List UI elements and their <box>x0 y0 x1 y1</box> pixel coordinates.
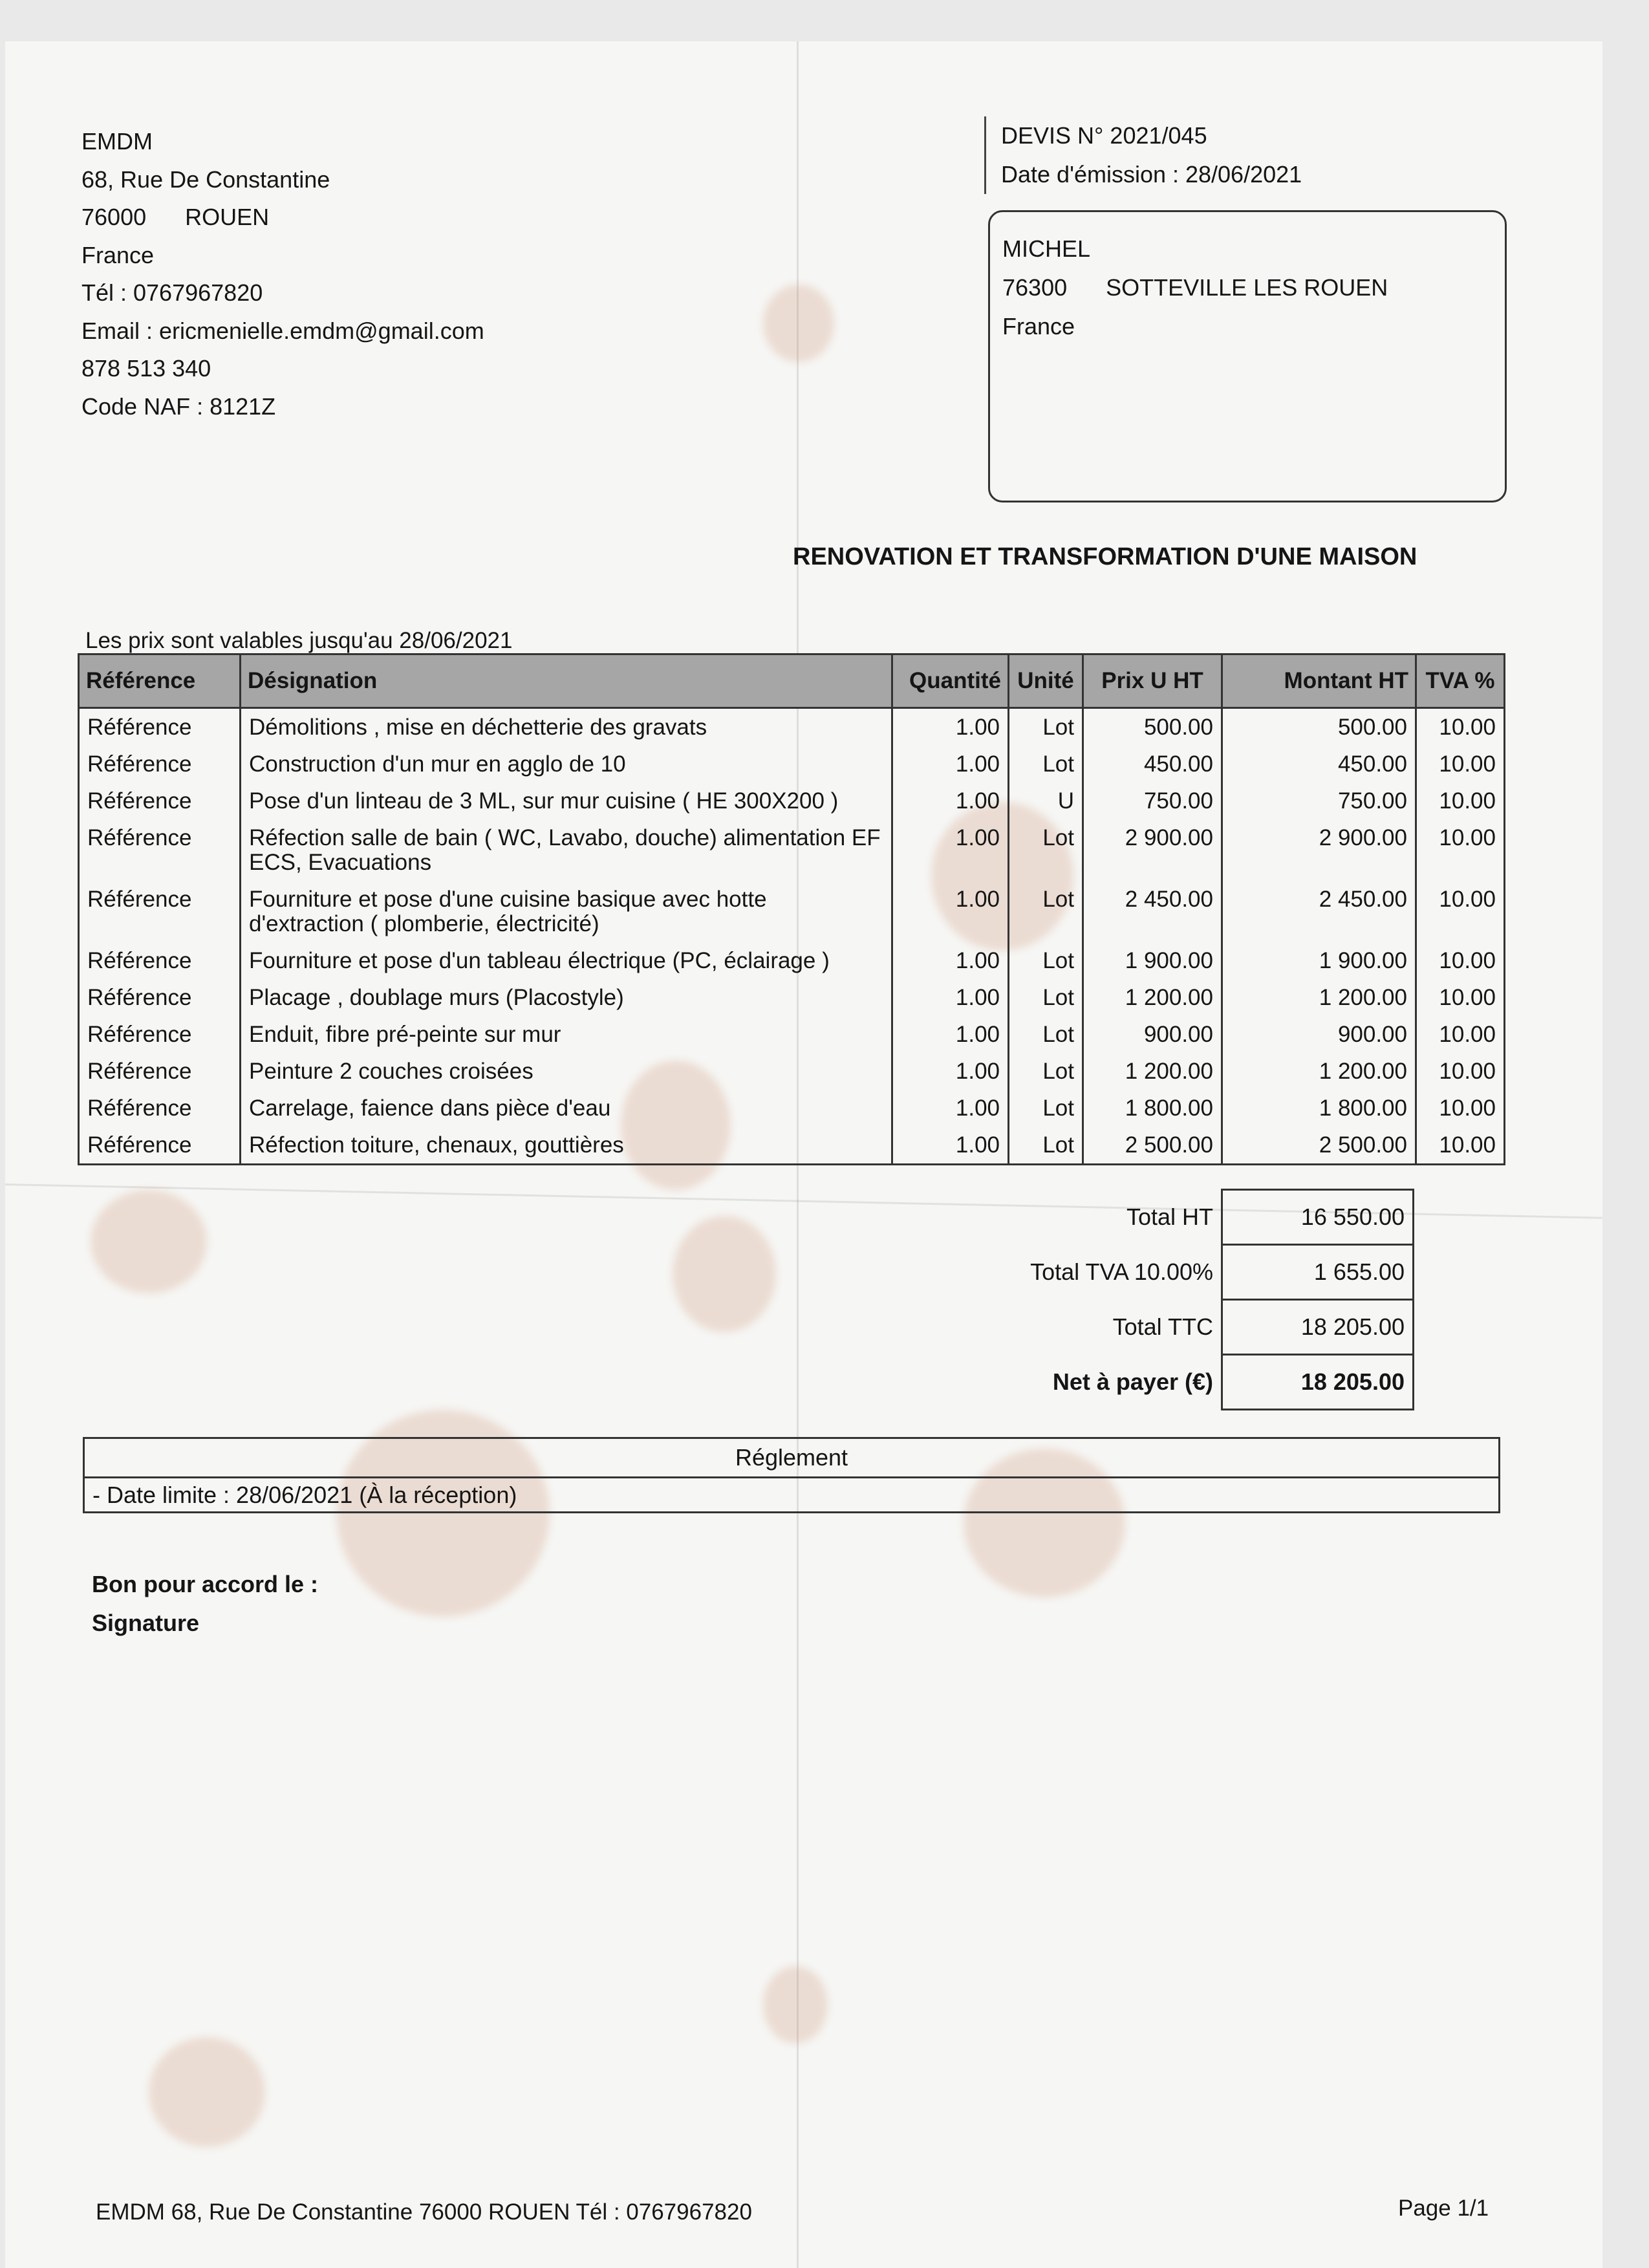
cell-quantite: 1.00 <box>892 979 1009 1016</box>
cell-prix-u-ht: 1 200.00 <box>1083 979 1222 1016</box>
cell-reference: Référence <box>79 708 241 746</box>
table-row <box>79 1016 1505 1053</box>
table-header-row <box>79 654 1505 708</box>
total-ttc-value: 18 205.00 <box>1222 1300 1414 1355</box>
page-number: Page 1/1 <box>1398 2196 1489 2221</box>
cell-reference: Référence <box>79 783 241 819</box>
total-ht-value: 16 550.00 <box>1222 1190 1414 1245</box>
company-postcode-city: 76000 ROUEN <box>81 204 270 230</box>
cell-montant-ht: 900.00 <box>1222 1016 1416 1053</box>
total-ht-label: Total HT <box>1126 1204 1213 1230</box>
cell-unite: Lot <box>1009 1127 1083 1165</box>
col-header-reference: Référence <box>79 654 241 708</box>
devis-divider <box>984 116 986 194</box>
cell-tva: 10.00 <box>1416 1016 1505 1053</box>
cell-designation: Enduit, fibre pré-peinte sur mur <box>241 1016 892 1053</box>
table-row <box>79 979 1505 1016</box>
cell-designation: Pose d'un linteau de 3 ML, sur mur cuisine ( HE 300X200 ) <box>241 783 892 819</box>
cell-montant-ht: 2 500.00 <box>1222 1127 1416 1165</box>
cell-reference: Référence <box>79 942 241 979</box>
company-name: EMDM <box>81 128 153 155</box>
devis-date: Date d'émission : 28/06/2021 <box>1001 161 1302 188</box>
cell-montant-ht: 2 900.00 <box>1222 819 1416 881</box>
cell-designation: Peinture 2 couches croisées <box>241 1053 892 1090</box>
company-naf: Code NAF : 8121Z <box>81 393 276 420</box>
client-block <box>1002 230 1388 346</box>
company-phone: Tél : 0767967820 <box>81 279 263 306</box>
cell-reference: Référence <box>79 881 241 942</box>
cell-reference: Référence <box>79 1090 241 1127</box>
total-tva-row <box>970 1245 1414 1300</box>
cell-unite: Lot <box>1009 1016 1083 1053</box>
table-row <box>79 1053 1505 1090</box>
col-header-tva: TVA % <box>1416 654 1505 708</box>
cell-prix-u-ht: 900.00 <box>1083 1016 1222 1053</box>
col-header-quantite: Quantité <box>892 654 1009 708</box>
cell-quantite: 1.00 <box>892 746 1009 783</box>
stain <box>763 285 834 362</box>
cell-quantite: 1.00 <box>892 1127 1009 1165</box>
cell-montant-ht: 1 200.00 <box>1222 1053 1416 1090</box>
cell-quantite: 1.00 <box>892 1053 1009 1090</box>
table-row <box>79 1127 1505 1165</box>
net-a-payer-row <box>970 1355 1414 1410</box>
col-header-prix-u-ht: Prix U HT <box>1083 654 1222 708</box>
validity-note: Les prix sont valables jusqu'au 28/06/2021 <box>85 628 513 653</box>
cell-tva: 10.00 <box>1416 708 1505 746</box>
cell-tva: 10.00 <box>1416 881 1505 942</box>
cell-designation: Construction d'un mur en agglo de 10 <box>241 746 892 783</box>
cell-prix-u-ht: 2 500.00 <box>1083 1127 1222 1165</box>
cell-designation: Réfection salle de bain ( WC, Lavabo, douche) alimentation EF ECS, Evacuations <box>241 819 892 881</box>
col-header-montant-ht: Montant HT <box>1222 654 1416 708</box>
col-header-designation: Désignation <box>241 654 892 708</box>
cell-montant-ht: 450.00 <box>1222 746 1416 783</box>
cell-tva: 10.00 <box>1416 783 1505 819</box>
devis-number: DEVIS N° 2021/045 <box>1001 122 1207 149</box>
cell-prix-u-ht: 750.00 <box>1083 783 1222 819</box>
cell-reference: Référence <box>79 1127 241 1165</box>
cell-unite: Lot <box>1009 881 1083 942</box>
table-row <box>79 881 1505 942</box>
cell-montant-ht: 1 200.00 <box>1222 979 1416 1016</box>
cell-montant-ht: 1 800.00 <box>1222 1090 1416 1127</box>
cell-tva: 10.00 <box>1416 942 1505 979</box>
cell-reference: Référence <box>79 819 241 881</box>
total-ttc-label: Total TTC <box>1112 1313 1213 1340</box>
table-row <box>79 783 1505 819</box>
footer-address: EMDM 68, Rue De Constantine 76000 ROUEN Tél : 0767967820 <box>96 2199 752 2225</box>
net-a-payer-value: 18 205.00 <box>1222 1355 1414 1410</box>
cell-quantite: 1.00 <box>892 708 1009 746</box>
stain <box>673 1216 776 1332</box>
cell-designation: Réfection toiture, chenaux, gouttières <box>241 1127 892 1165</box>
company-block <box>81 123 484 426</box>
client-postcode-city: 76300 SOTTEVILLE LES ROUEN <box>1002 274 1388 301</box>
table-row <box>79 819 1505 881</box>
items-table <box>78 653 1505 1165</box>
cell-reference: Référence <box>79 1053 241 1090</box>
devis-block <box>1001 116 1302 194</box>
reglement-box <box>83 1437 1500 1513</box>
cell-unite: U <box>1009 783 1083 819</box>
cell-designation: Fourniture et pose d'une cuisine basique avec hotte d'extraction ( plomberie, électricité) <box>241 881 892 942</box>
cell-montant-ht: 1 900.00 <box>1222 942 1416 979</box>
table-row <box>79 708 1505 746</box>
cell-unite: Lot <box>1009 746 1083 783</box>
stain <box>763 1966 828 2044</box>
cell-prix-u-ht: 2 900.00 <box>1083 819 1222 881</box>
cell-tva: 10.00 <box>1416 1090 1505 1127</box>
totals-table <box>970 1189 1414 1410</box>
cell-reference: Référence <box>79 746 241 783</box>
cell-prix-u-ht: 450.00 <box>1083 746 1222 783</box>
company-email: Email : ericmenielle.emdm@gmail.com <box>81 317 484 344</box>
client-country: France <box>1002 313 1075 340</box>
cell-quantite: 1.00 <box>892 783 1009 819</box>
cell-montant-ht: 750.00 <box>1222 783 1416 819</box>
client-name: MICHEL <box>1002 235 1091 262</box>
cell-montant-ht: 2 450.00 <box>1222 881 1416 942</box>
cell-montant-ht: 500.00 <box>1222 708 1416 746</box>
cell-quantite: 1.00 <box>892 1090 1009 1127</box>
cell-designation: Carrelage, faience dans pièce d'eau <box>241 1090 892 1127</box>
cell-designation: Fourniture et pose d'un tableau électrique (PC, éclairage ) <box>241 942 892 979</box>
table-row <box>79 746 1505 783</box>
total-tva-label: Total TVA 10.00% <box>1030 1258 1213 1285</box>
cell-designation: Placage , doublage murs (Placostyle) <box>241 979 892 1016</box>
company-siren: 878 513 340 <box>81 355 211 382</box>
company-country: France <box>81 241 155 268</box>
table-row <box>79 1090 1505 1127</box>
cell-prix-u-ht: 1 200.00 <box>1083 1053 1222 1090</box>
stain <box>149 2037 265 2147</box>
net-a-payer-label: Net à payer (€) <box>1052 1368 1213 1395</box>
total-tva-value: 1 655.00 <box>1222 1245 1414 1300</box>
cell-prix-u-ht: 1 900.00 <box>1083 942 1222 979</box>
cell-prix-u-ht: 500.00 <box>1083 708 1222 746</box>
cell-tva: 10.00 <box>1416 1127 1505 1165</box>
reglement-date-limite: - Date limite : 28/06/2021 (À la réception) <box>92 1482 517 1508</box>
col-header-unite: Unité <box>1009 654 1083 708</box>
cell-quantite: 1.00 <box>892 1016 1009 1053</box>
table-row <box>79 942 1505 979</box>
cell-unite: Lot <box>1009 979 1083 1016</box>
cell-designation: Démolitions , mise en déchetterie des gravats <box>241 708 892 746</box>
cell-unite: Lot <box>1009 708 1083 746</box>
cell-quantite: 1.00 <box>892 942 1009 979</box>
cell-reference: Référence <box>79 1016 241 1053</box>
cell-quantite: 1.00 <box>892 881 1009 942</box>
cell-unite: Lot <box>1009 1090 1083 1127</box>
document-title: RENOVATION ET TRANSFORMATION D'UNE MAISON <box>793 543 1417 570</box>
cell-tva: 10.00 <box>1416 819 1505 881</box>
cell-tva: 10.00 <box>1416 1053 1505 1090</box>
total-ht-row <box>970 1190 1414 1245</box>
cell-prix-u-ht: 2 450.00 <box>1083 881 1222 942</box>
cell-tva: 10.00 <box>1416 746 1505 783</box>
reglement-title: Réglement <box>85 1439 1498 1478</box>
cell-unite: Lot <box>1009 942 1083 979</box>
cell-prix-u-ht: 1 800.00 <box>1083 1090 1222 1127</box>
bon-pour-accord: Bon pour accord le : <box>92 1571 319 1597</box>
cell-tva: 10.00 <box>1416 979 1505 1016</box>
cell-reference: Référence <box>79 979 241 1016</box>
stain <box>91 1190 207 1293</box>
total-ttc-row <box>970 1300 1414 1355</box>
cell-unite: Lot <box>1009 819 1083 881</box>
company-address: 68, Rue De Constantine <box>81 166 330 193</box>
signature-label: Signature <box>92 1610 200 1636</box>
cell-unite: Lot <box>1009 1053 1083 1090</box>
cell-quantite: 1.00 <box>892 819 1009 881</box>
